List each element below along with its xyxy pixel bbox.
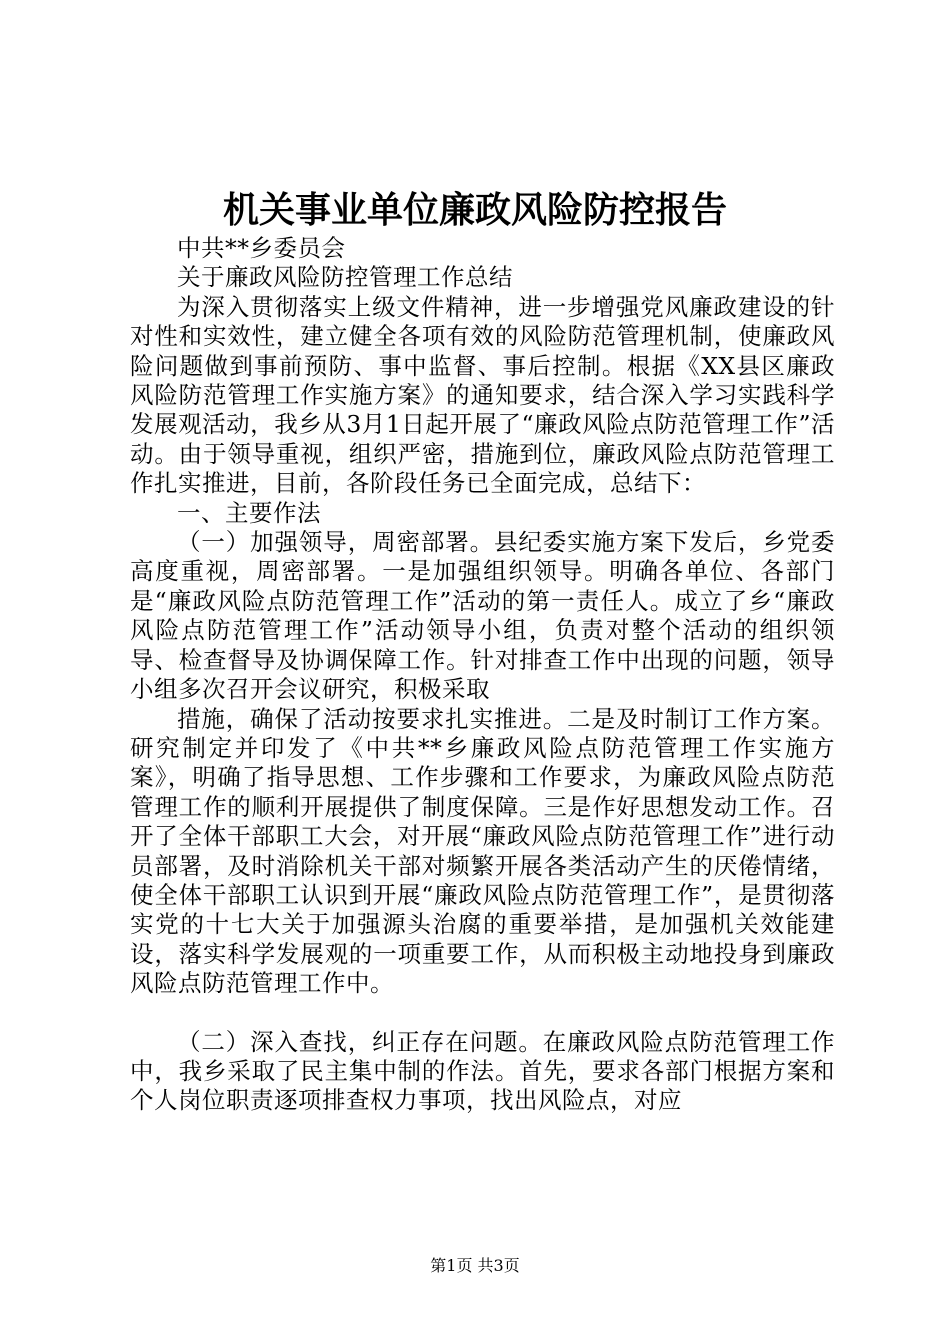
document-title: 机关事业单位廉政风险防控报告 xyxy=(222,189,727,231)
section-heading-main-practices: 一、主要作法 xyxy=(177,498,321,527)
paragraph-issuer: 中共**乡委员会 xyxy=(177,234,346,262)
page-footer: 第1页 共3页 xyxy=(430,1256,520,1275)
paragraph-section-1: （一）加强领导，周密部署。县纪委实施方案下发后，乡党委高度重视，周密部署。一是加强组织领导。明确各单位、各部门是“廉政风险点防范管理工作”活动的第一责任人。成立了乡“廉政风险点防范管理工作”活动领导小组，负责对整个活动的组织领导、检查督导及协调保障工作。针对排查工作中出现的问题，领导小组多次召开会议研究，积极采取 xyxy=(130,528,835,704)
paragraph-gap xyxy=(130,999,835,1028)
paragraph-section-2: （二）深入查找，纠正存在问题。在廉政风险点防范管理工作中，我乡采取了民主集中制的作法。首先，要求各部门根据方案和个人岗位职责逐项排查权力事项，找出风险点，对应 xyxy=(130,1027,835,1115)
document-body xyxy=(130,234,835,1116)
paragraph-subtitle: 关于廉政风险防控管理工作总结 xyxy=(177,263,513,292)
paragraph-intro: 为深入贯彻落实上级文件精神，进一步增强党风廉政建设的针对性和实效性，建立健全各项有效的风险防范管理机制，使廉政风险问题做到事前预防、事中监督、事后控制。根据《XX县区廉政风险防范管理工作实施方案》的通知要求，结合深入学习实践科学发展观活动，我乡从3月1日起开展了“廉政风险点防范管理工作”活动。由于领导重视，组织严密，措施到位，廉政风险点防范管理工作扎实推进，目前，各阶段任务已全面完成，总结下： xyxy=(130,292,835,498)
paragraph-section-1-cont: 措施，确保了活动按要求扎实推进。二是及时制订工作方案。研究制定并印发了《中共**乡廉政风险点防范管理工作实施方案》，明确了指导思想、工作步骤和工作要求，为廉政风险点防范管理工作的顺利开展提供了制度保障。三是作好思想发动工作。召开了全体干部职工大会，对开展“廉政风险点防范管理工作”进行动员部署，及时消除机关干部对频繁开展各类活动产生的厌倦情绪，使全体干部职工认识到开展“廉政风险点防范管理工作”，是贯彻落实党的十七大关于加强源头治腐的重要举措，是加强机关效能建设，落实科学发展观的一项重要工作，从而积极主动地投身到廉政风险点防范管理工作中。 xyxy=(130,704,835,998)
